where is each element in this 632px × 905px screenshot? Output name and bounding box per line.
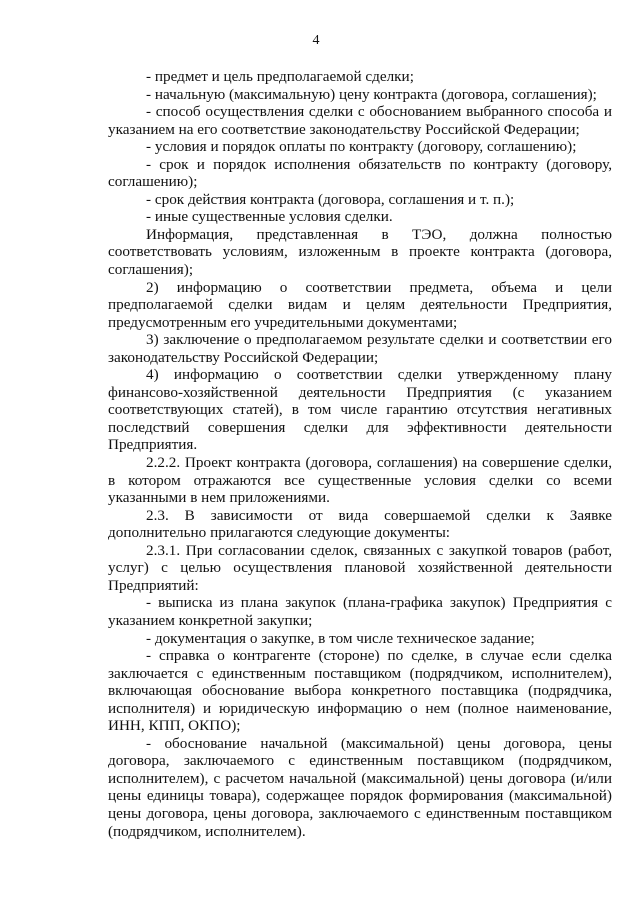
paragraph: - условия и порядок оплаты по контракту (договору, соглашению); [146, 138, 577, 156]
paragraph: 2.3.1. При согласовании сделок, связанных с закупкой товаров (работ, услуг) с целью осуществления плановой хозяйственной деятельности Предприятий: [108, 541, 612, 594]
paragraph: - документация о закупке, в том числе техническое задание; [146, 629, 535, 647]
paragraph: 2) информацию о соответствии предмета, объема и цели предполагаемой сделки видам и целям деятельности Предприятия, предусмотренным его учредительными документами; [108, 278, 612, 331]
paragraph: 2.3. В зависимости от вида совершаемой сделки к Заявке дополнительно прилагаются следующие документы: [108, 506, 612, 542]
paragraph: - обоснование начальной (максимальной) цены договора, цены договора, заключаемого с единственным поставщиком (подрядчиком, исполнителем), с расчетом начальной (максимальной) цены договора (и/или цены единицы товара), содержащее порядок формирования (максимальной) цены договора, цены договора, заключаемого с единственным поставщиком (подрядчиком, исполнителем). [108, 734, 612, 840]
paragraph: - справка о контрагенте (стороне) по сделке, в случае если сделка заключается с единственным поставщиком (подрядчиком, исполнителем), включающая обоснование выбора конкретного поставщика (подрядчика, исполнителя) и юридическую информацию о нем (полное наименование, ИНН, КПП, ОКПО); [108, 647, 612, 735]
paragraph: - предмет и цель предполагаемой сделки; [146, 68, 414, 85]
paragraph: - срок и порядок исполнения обязательств по контракту (договору, соглашению); [108, 155, 612, 191]
paragraph: 3) заключение о предполагаемом результате сделки и соответствии его законодательству Российской Федерации; [108, 331, 612, 366]
document-body [108, 68, 612, 840]
paragraph: 2.2.2. Проект контракта (договора, соглашения) на совершение сделки, в котором отражаются все существенные условия сделки со всеми указанными в нем приложениями. [108, 454, 612, 507]
paragraph: - срок действия контракта (договора, соглашения и т. п.); [146, 190, 515, 208]
paragraph: - начальную (максимальную) цену контракта (договора, соглашения); [146, 85, 597, 103]
page-number: 4 [312, 33, 320, 48]
paragraph: 4) информацию о соответствии сделки утвержденному плану финансово-хозяйственной деятельности Предприятия (с указанием соответствующих статей), в том числе гарантию отсутствия негативных последствий совершения сделки для эффективности деятельности Предприятия. [108, 366, 612, 454]
paragraph: - выписка из плана закупок (плана-графика закупок) Предприятия с указанием конкретной закупки; [108, 594, 612, 629]
paragraph: - способ осуществления сделки с обоснованием выбранного способа и указанием на его соответствие законодательству Российской Федерации; [108, 103, 612, 138]
paragraph: - иные существенные условия сделки. [146, 208, 393, 226]
paragraph: Информация, представленная в ТЭО, должна полностью соответствовать условиям, изложенным в проекте контракта (договора, соглашения); [108, 225, 612, 279]
